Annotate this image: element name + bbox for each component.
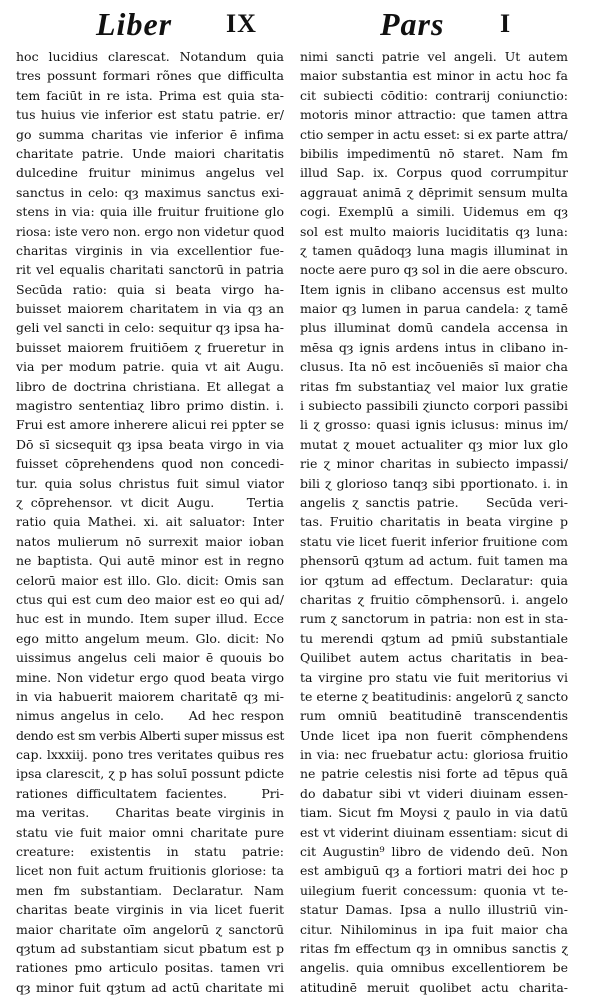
text-line: uissimus angelus celi maior ē quouis bo — [16, 650, 284, 666]
text-line: geli vel sancti in celo: sequitur qȝ ipsa ha- — [16, 320, 284, 336]
text-line: ta virgine pro statu vie fuit meritorius vi — [300, 669, 568, 685]
text-line: maior charitate oīm angelorū ɀ sanctorū — [16, 921, 284, 937]
text-line: Secūda ratio: quia si beata virgo ha- — [16, 281, 284, 297]
text-line: stens in via: quia ille fruitur fruitione glo — [16, 204, 284, 220]
text-line: charitas virginis in via excellentior fue- — [16, 242, 284, 258]
text-line: rum ɀ sanctorum in patria: non est in sta- — [300, 611, 568, 627]
text-line: ratio quia Mathei. xi. ait saluator: Inter — [16, 514, 284, 530]
text-line: angelis. quia omnibus excellentiorem be — [300, 960, 568, 976]
running-head — [0, 6, 614, 42]
running-head-pars: Pars — [380, 6, 445, 42]
text-line: phensorū qȝtum ad actum. fuit tamen ma — [300, 553, 568, 569]
text-line: cap. lxxxiij. pono tres veritates quibus res — [16, 747, 284, 763]
text-line: mēsa qȝ ignis ardens intus in clibano in- — [300, 339, 568, 355]
text-line: licet non fuit actum fruitionis gloriose: ta — [16, 863, 284, 879]
text-line: Item ignis in clibano accensus est multo — [300, 281, 568, 297]
text-line: statur Damas. Ipsa a nullo illustriū vin- — [300, 902, 568, 918]
text-line: cit Augustin⁹ libro de videndo deū. Non — [300, 844, 568, 860]
text-line: ritas fm substantiaɀ vel maior lux gratie — [300, 378, 568, 394]
text-line: sol est multo maioris luciditatis qȝ luna: — [300, 223, 568, 239]
text-line: Frui est amore inherere alicui rei ppter se — [16, 417, 284, 433]
running-head-part-number: I — [500, 9, 512, 38]
text-line: ior qȝtum ad effectum. Declaratur: quia — [300, 572, 568, 588]
text-line: qȝ minor fuit qȝtum ad actū charitate mi — [16, 979, 284, 995]
text-line: rit vel equalis charitati sanctorū in patria — [16, 262, 284, 278]
text-line: rie ɀ minor charitas in subiecto impassi/ — [300, 456, 568, 472]
text-line: cit subiecti cōditio: contrarij coniunctio: — [300, 87, 568, 103]
text-line: tres possunt formari rõnes que difficulta — [16, 68, 284, 84]
text-line: uilegium fuerit concessum: quonia vt te- — [300, 882, 568, 898]
text-line: nimi sancti patrie vel angeli. Ut autem — [300, 49, 568, 64]
text-line: angelis ɀ sanctis patrie. Secūda veri- — [300, 494, 568, 510]
text-line: charitate patrie. Unde maiori charitatis — [16, 145, 284, 161]
text-line: huc est in mundo. Item super illud. Ecce — [16, 611, 284, 627]
text-line: creature: existentis in statu patrie: — [16, 844, 284, 860]
text-line: riosa: iste vero non. ergo non videtur quod — [16, 223, 285, 239]
text-line: tiam. Sicut fm Moysi ɀ paulo in via datū — [300, 805, 568, 821]
text-line: Dō sī sicsequit qȝ ipsa beata virgo in via — [16, 436, 284, 452]
text-line: Unde licet ipa non fuerit cōmphendens — [300, 727, 568, 743]
text-line: in via: nec fruebatur actu: gloriosa fruitio — [300, 747, 568, 763]
text-line: aggrauat animā ɀ dēprimit sensum multa — [300, 184, 568, 200]
text-line: est ambiguū qȝ a fortiori matri dei hoc p — [300, 863, 568, 879]
text-line: tas. Fruitio charitatis in beata virgine p — [300, 514, 568, 530]
text-line: mine. Non videtur ergo quod beata virgo — [16, 669, 284, 685]
text-line: maior substantia est minor in actu hoc fa — [300, 68, 568, 84]
text-line: in via habuerit maiorem charitatē qȝ mi- — [16, 688, 284, 704]
left-text-column — [16, 47, 285, 995]
text-line: fuisset cōprehendens quod non concedi- — [16, 456, 284, 472]
text-line: buisset maiorem charitatem in via qȝ an — [16, 301, 284, 317]
running-head-book-number: IX — [226, 9, 257, 38]
text-line: ma veritas. Charitas beate virginis in — [16, 805, 284, 821]
text-line: do dabatur sibi vt videri diuinam essen- — [300, 785, 568, 801]
text-line: natos mulierum nō surrexit maior ioban — [16, 533, 284, 549]
text-line: illud Sap. ix. Corpus quod corrumpitur — [300, 165, 568, 181]
text-line: men fm substantiam. Declaratur. Nam — [16, 882, 284, 898]
text-line: tu merendi qȝtum ad pmiū substantiale — [300, 630, 568, 646]
text-line: tem faciūt in re ista. Prima est quia sta- — [16, 87, 284, 103]
text-line: ctio semper in actu esset: si ex parte attra/ — [300, 126, 568, 142]
text-line: charitas ɀ fruitio cōmphensorū. i. angelo — [300, 591, 568, 607]
text-line: tus huius vie inferior est statu patrie. er/ — [16, 107, 284, 123]
text-line: rum omniū beatitudinē transcendentis — [300, 708, 568, 724]
text-line: i subiecto passibili ɀiuncto corpori passibi — [300, 398, 568, 414]
text-line: rationes pmo articulo positas. tamen vri — [16, 960, 284, 976]
text-line: clusus. Ita nō est incōueniēs sī maior cha — [300, 359, 568, 375]
text-line: celorū maior est illo. Glo. dicit: Omis san — [16, 572, 284, 588]
text-line: qȝtum ad substantiam sicut pbatum est p — [16, 940, 284, 956]
text-line: motoris minor attractio: que tamen attra — [300, 107, 568, 123]
text-line: ne baptista. Qui autē minor est in regno — [16, 553, 284, 569]
text-line: te eterne ɀ beatitudinis: angelorū ɀ sancto — [300, 688, 569, 704]
text-line: Quilibet autem actus charitatis in bea- — [300, 650, 568, 666]
text-line: ipsa clarescit, ɀ p has soluī possunt pdicte — [16, 766, 284, 782]
text-line: ɀ cōprehensor. vt dicit Augu. Tertia — [16, 494, 284, 510]
text-line: ne patrie celestis nisi forte ad tēpus quā — [300, 766, 568, 782]
text-line: ego mitto angelum meum. Glo. dicit: No — [16, 630, 284, 646]
text-line: est vt viderint diuinam essentiam: sicut di — [300, 824, 568, 840]
text-line: charitas beate virginis in via licet fuerit — [16, 902, 284, 918]
text-line: dulcedine fruitur minimus angelus vel — [16, 165, 284, 181]
text-line: ɀ tamen quādoqȝ luna magis illuminat in — [300, 242, 568, 258]
text-line: cogi. Exemplū a simili. Uidemus em qȝ — [300, 204, 568, 220]
text-line: buisset maiorem fruitiōem ɀ frueretur in — [16, 339, 284, 355]
text-line: statu vie licet fuerit inferior fruitione com — [300, 533, 568, 549]
text-line: go summa charitas vie inferior ē infima — [16, 126, 284, 142]
text-line: statu vie fuit maior omni charitate pure — [16, 824, 284, 840]
text-line: magistro sententiaɀ libro primo distin. i. — [16, 398, 284, 414]
text-line: ritas fm effectum qȝ in omnibus sanctis ɀ — [300, 940, 568, 956]
running-head-liber: Liber — [96, 6, 173, 42]
text-line: rationes difficultatem facientes. Pri- — [16, 785, 284, 801]
text-line: citur. Nihilominus in ipa fuit maior cha — [300, 921, 568, 937]
text-line: dendo est sm verbis Alberti super missus est — [16, 727, 284, 743]
text-line: plus illuminat domū candela accensa in — [300, 320, 568, 336]
text-line: bibilis impedimentū nō staret. Nam fm — [300, 145, 568, 161]
text-line: ctus qui est cum deo maior est eo qui ad/ — [16, 591, 284, 607]
text-line: nimus angelus in celo. Ad hec respon — [16, 708, 284, 724]
text-line: via per modum patrie. quia vt ait Augu. — [16, 359, 284, 375]
text-line: li ɀ grosso: quasi ignis iclusus: minus im/ — [300, 417, 568, 433]
text-line: tur. quia solus christus fuit simul viator — [16, 475, 284, 491]
text-line: atitudinē meruit quolibet actu charita- — [300, 979, 568, 995]
text-line: nocte aere puro qȝ sol in die aere obscuro. — [300, 262, 568, 278]
text-line: bili ɀ glorioso tanqȝ sibi pportionato. i. in — [300, 475, 568, 491]
text-line: sanctus in celo: qȝ maximus sanctus exi- — [16, 184, 284, 200]
text-line: mutat ɀ mouet actualiter qȝ mior lux glo — [300, 436, 568, 452]
right-text-column — [300, 47, 569, 995]
text-line: libro de doctrina christiana. Et allegat a — [16, 378, 284, 394]
text-line: maior qȝ lumen in parua candela: ɀ tamē — [300, 301, 568, 317]
text-line: hoc lucidius clarescat. Notandum quia — [16, 49, 284, 64]
